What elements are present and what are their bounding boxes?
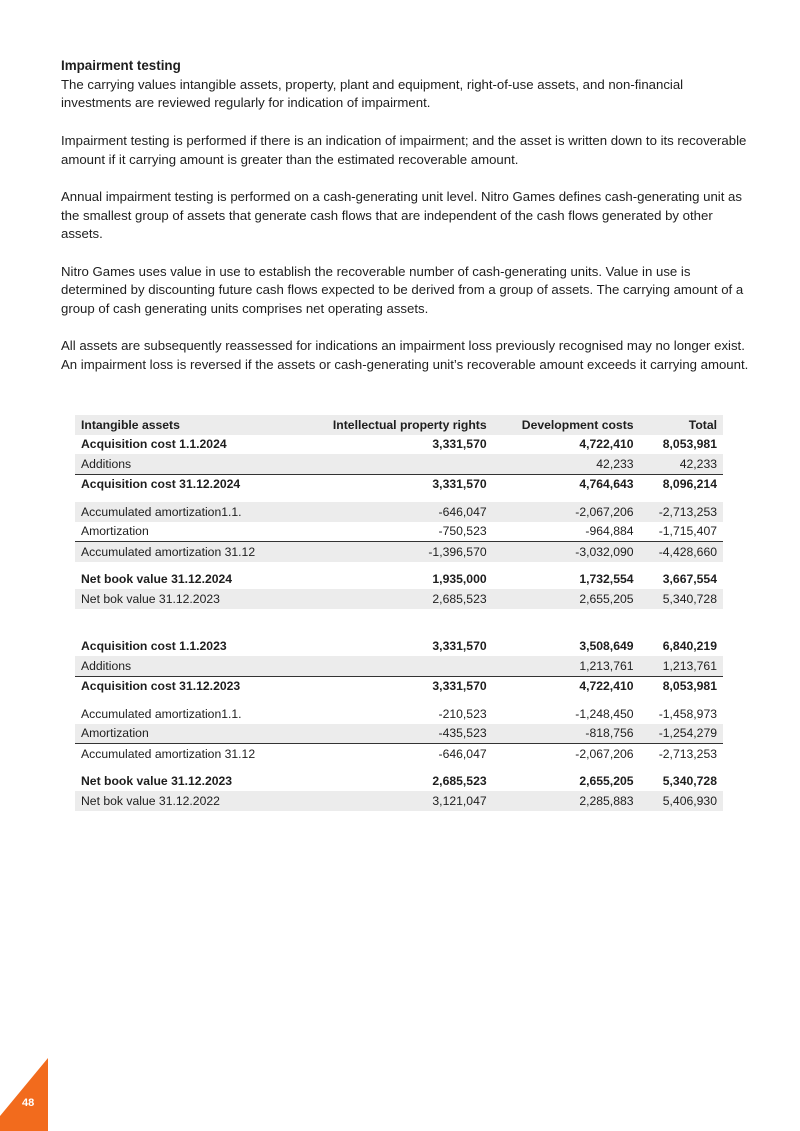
row-label: Net book value 31.12.2023 <box>81 774 233 789</box>
cell-value: 8,096,214 <box>640 474 723 494</box>
row-label: Accumulated amortization1.1. <box>75 502 296 522</box>
cell-value: 4,722,410 <box>493 676 640 696</box>
cell-value: 3,667,554 <box>662 572 717 587</box>
cell-value: -750,523 <box>438 524 487 539</box>
row-label: Additions <box>75 656 296 676</box>
cell-value: -3,032,090 <box>493 542 640 562</box>
paragraph-4: Nitro Games uses value in use to establish the recoverable number of cash-generating units. Value in use is determined by discounting future cash flows expected to be derived from a group of assets. The carrying amount of a group of cash generating units comprises net operating assets. <box>61 263 744 317</box>
cell-value: -1,254,279 <box>640 724 723 744</box>
impairment-section <box>61 57 751 375</box>
paragraph-5: All assets are subsequently reassessed for indications an impairment loss previously recognised may no longer exist. An impairment loss is reversed if the assets or cash-generating unit’s recoverable amount exceeds it carrying amount. <box>61 338 749 373</box>
cell-value: -1,458,973 <box>658 706 717 721</box>
row-label: Amortization <box>75 724 296 744</box>
cell-value: 2,685,523 <box>432 774 487 789</box>
cell-value: -2,713,253 <box>640 502 723 522</box>
cell-value <box>296 656 493 676</box>
cell-value: -2,713,253 <box>658 746 717 761</box>
row-label: Amortization <box>81 524 149 539</box>
cell-value: 2,655,205 <box>579 774 634 789</box>
row-label: Accumulated amortization 31.12 <box>81 746 256 761</box>
table-row <box>75 502 723 522</box>
cell-value: 5,340,728 <box>662 774 717 789</box>
table-spacer <box>75 609 723 637</box>
cell-value: 5,340,728 <box>640 589 723 609</box>
cell-value: -964,884 <box>585 524 634 539</box>
row-label: Additions <box>75 454 296 474</box>
paragraph-1: The carrying values intangible assets, property, plant and equipment, right-of-use assets, and non-financial investments are reviewed regularly for indication of impairment. <box>61 76 684 111</box>
cell-value: 2,655,205 <box>493 589 640 609</box>
table-spacer <box>75 764 723 772</box>
cell-value: 42,233 <box>640 454 723 474</box>
row-label: Net bok value 31.12.2022 <box>75 791 296 811</box>
cell-value: -646,047 <box>438 746 487 761</box>
cell-value: 42,233 <box>493 454 640 474</box>
table-spacer <box>75 696 723 704</box>
row-label: Accumulated amortization 31.12 <box>75 542 296 562</box>
table-row <box>75 435 723 455</box>
cell-value: 3,331,570 <box>432 639 487 654</box>
table-row <box>75 676 723 696</box>
col-header-intangible-assets: Intangible assets <box>75 415 296 435</box>
table-row <box>75 656 723 676</box>
cell-value: -4,428,660 <box>640 542 723 562</box>
paragraph-2: Impairment testing is performed if there is an indication of impairment; and the asset is written down to its recoverable amount if it carrying amount is greater than the estimated recoverable amount. <box>61 132 747 167</box>
page-number: 48 <box>22 1097 35 1109</box>
table-row <box>75 637 723 657</box>
table-row <box>75 589 723 609</box>
cell-value: 2,685,523 <box>296 589 493 609</box>
cell-value: 4,764,643 <box>493 474 640 494</box>
table-row <box>75 772 723 792</box>
cell-value: 2,285,883 <box>493 791 640 811</box>
cell-value: 3,331,570 <box>296 676 493 696</box>
table-row <box>75 522 723 542</box>
cell-value <box>296 454 493 474</box>
cell-value: 1,213,761 <box>640 656 723 676</box>
row-label: Acquisition cost 31.12.2023 <box>75 676 296 696</box>
cell-value: 6,840,219 <box>662 639 717 654</box>
row-label: Net bok value 31.12.2023 <box>75 589 296 609</box>
table-row <box>75 791 723 811</box>
table-spacer <box>75 494 723 502</box>
cell-value: 8,053,981 <box>640 676 723 696</box>
intangible-assets-table <box>75 415 723 811</box>
row-label: Acquisition cost 31.12.2024 <box>75 474 296 494</box>
col-header-ip-rights: Intellectual property rights <box>296 415 493 435</box>
corner-triangle <box>0 1058 48 1131</box>
table-row <box>75 570 723 590</box>
table-row <box>75 454 723 474</box>
row-label: Net book value 31.12.2024 <box>81 572 233 587</box>
col-header-total: Total <box>640 415 723 435</box>
cell-value: -818,756 <box>493 724 640 744</box>
cell-value: 3,331,570 <box>296 474 493 494</box>
table-spacer <box>75 562 723 570</box>
section-heading: Impairment testing <box>61 58 181 73</box>
table-header-row <box>75 415 723 435</box>
paragraph-3: Annual impairment testing is performed on a cash-generating unit level. Nitro Games defines cash-generating unit as the smallest group of assets that generate cash flows that are independent of the cash flows generated by other assets. <box>61 188 742 242</box>
cell-value: -1,396,570 <box>296 542 493 562</box>
cell-value: 4,722,410 <box>579 437 634 452</box>
table-row <box>75 542 723 562</box>
cell-value: 3,508,649 <box>579 639 634 654</box>
cell-value: -1,715,407 <box>658 524 717 539</box>
cell-value: 1,935,000 <box>432 572 487 587</box>
row-label: Acquisition cost 1.1.2024 <box>81 437 227 452</box>
cell-value: -435,523 <box>296 724 493 744</box>
row-label: Acquisition cost 1.1.2023 <box>81 639 227 654</box>
table-row <box>75 744 723 764</box>
row-label: Accumulated amortization1.1. <box>81 706 242 721</box>
table-row <box>75 474 723 494</box>
cell-value: -210,523 <box>438 706 487 721</box>
cell-value: 5,406,930 <box>640 791 723 811</box>
cell-value: 3,331,570 <box>432 437 487 452</box>
cell-value: -646,047 <box>296 502 493 522</box>
cell-value: -2,067,206 <box>575 746 634 761</box>
cell-value: -2,067,206 <box>493 502 640 522</box>
cell-value: 3,121,047 <box>296 791 493 811</box>
cell-value: 1,213,761 <box>493 656 640 676</box>
cell-value: 1,732,554 <box>579 572 634 587</box>
cell-value: -1,248,450 <box>575 706 634 721</box>
col-header-development-costs: Development costs <box>493 415 640 435</box>
table-row <box>75 704 723 724</box>
page-corner-tab <box>0 1058 48 1131</box>
table-row <box>75 724 723 744</box>
cell-value: 8,053,981 <box>662 437 717 452</box>
